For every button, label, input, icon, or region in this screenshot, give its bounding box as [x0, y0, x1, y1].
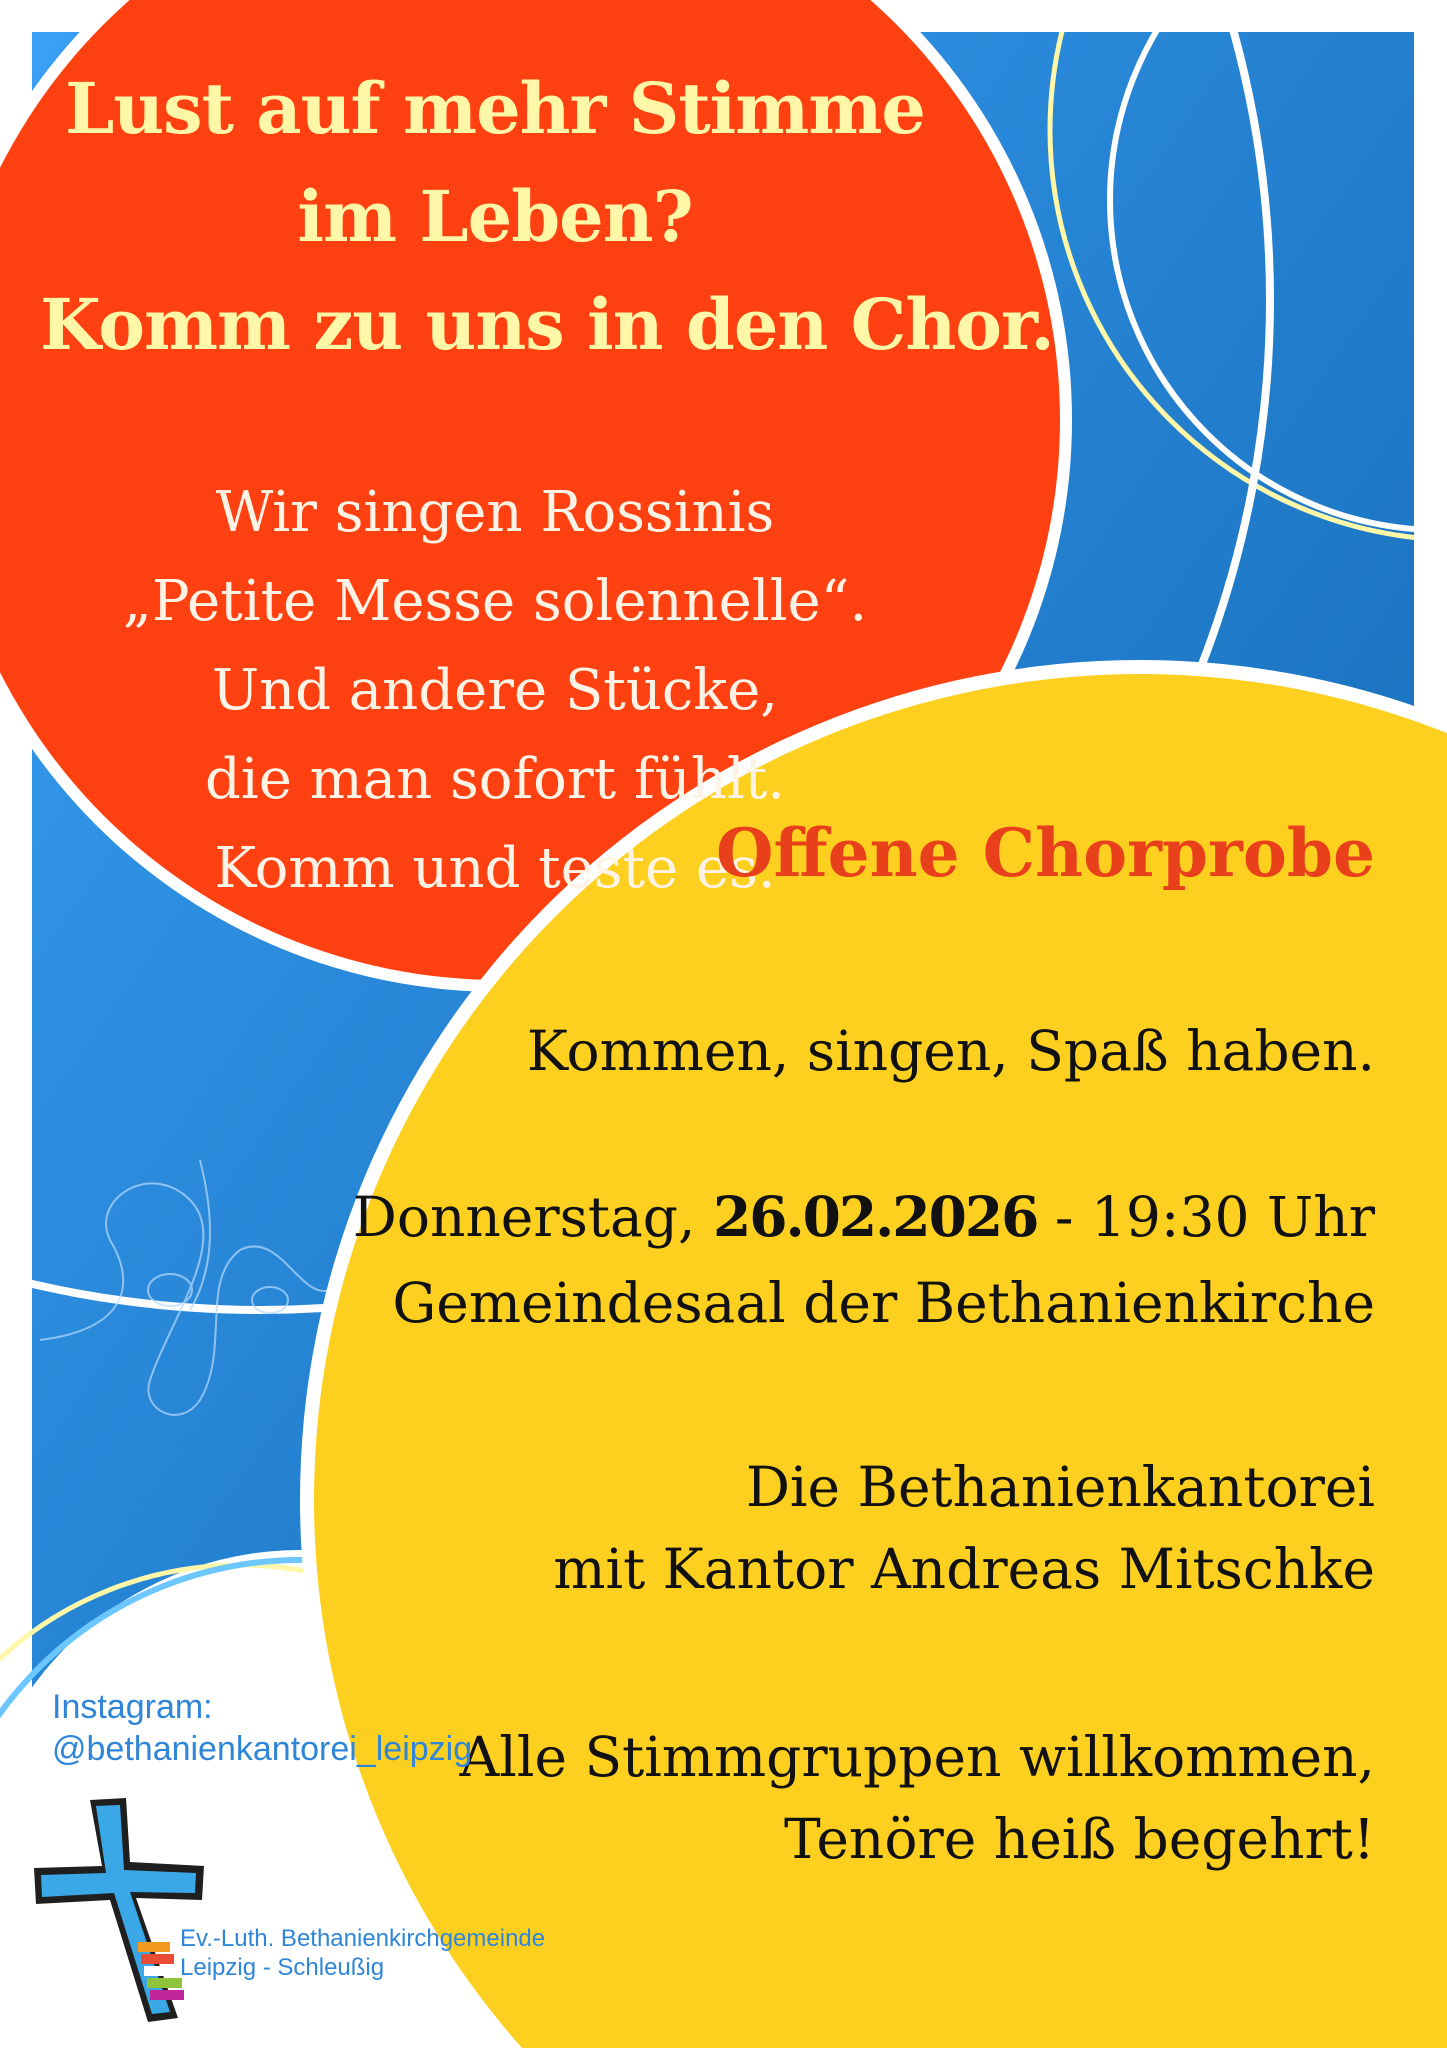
- event-venue: Gemeindesaal der Bethanienkirche: [392, 1271, 1375, 1335]
- choir-line-2: mit Kantor Andreas Mitschke: [553, 1537, 1375, 1601]
- event-weekday: Donnerstag,: [352, 1185, 713, 1249]
- parish-location: Leipzig - Schleußig: [180, 1954, 385, 1981]
- voices-line-1: Alle Stimmgruppen willkommen,: [459, 1725, 1375, 1789]
- intro-line-3: Und andere Stücke,: [211, 658, 779, 723]
- event-title: Offene Chorprobe: [715, 814, 1375, 892]
- intro-line-1: Wir singen Rossinis: [215, 480, 775, 545]
- cross-icon: [30, 1796, 210, 2026]
- intro-line-4: die man sofort fühlt.: [204, 747, 786, 812]
- choir-line-1: Die Bethanienkantorei: [745, 1455, 1375, 1519]
- event-tagline: Kommen, singen, Spaß haben.: [526, 1019, 1375, 1083]
- event-datetime: [353, 1176, 1375, 1258]
- event-date: 26.02.2026: [712, 1184, 1038, 1249]
- parish-info: [180, 1924, 545, 1982]
- parish-name: Ev.-Luth. Bethanienkirchgemeinde: [180, 1925, 546, 1952]
- headline-line-1: Lust auf mehr Stimme: [65, 67, 925, 150]
- event-time: - 19:30 Uhr: [1037, 1185, 1375, 1249]
- instagram-info: [52, 1686, 472, 1770]
- headline-line-3: Komm zu uns in den Chor.: [40, 283, 1054, 366]
- intro-line-5: Komm und teste es.: [214, 836, 776, 901]
- voices-line-2: Tenöre heiß begehrt!: [783, 1807, 1375, 1871]
- headline-line-2: im Leben?: [297, 175, 693, 258]
- headline: [40, 55, 1054, 379]
- intro-line-2: „Petite Messe solennelle“.: [122, 569, 868, 634]
- voices-info: [460, 1716, 1375, 1880]
- instagram-handle[interactable]: @bethanienkantorei_leipzig: [52, 1730, 473, 1768]
- instagram-label: Instagram:: [52, 1688, 213, 1726]
- choir-info: [553, 1446, 1375, 1610]
